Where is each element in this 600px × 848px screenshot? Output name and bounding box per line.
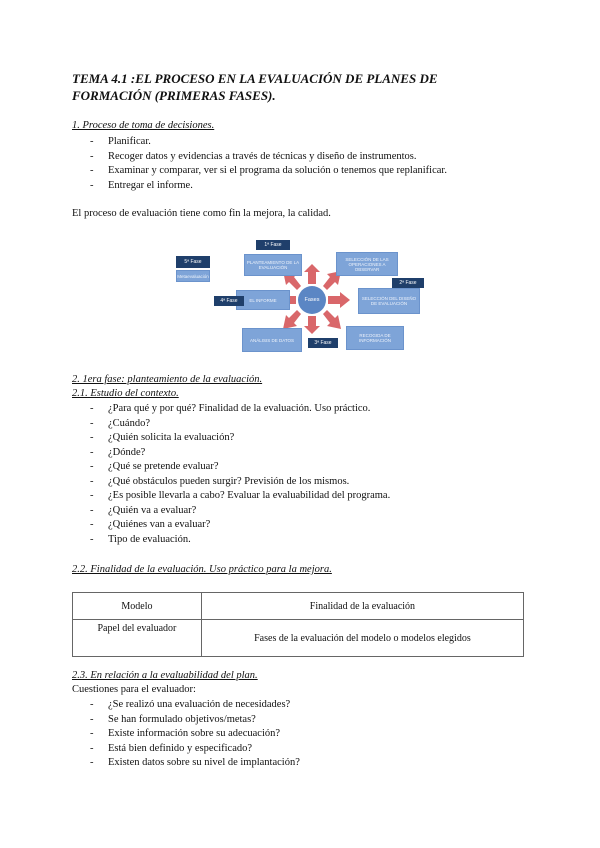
list-item: - ¿Qué obstáculos pueden surgir? Previsión de los mismos. (72, 475, 390, 490)
list-item: - ¿Dónde? (72, 446, 390, 461)
intro-paragraph: El proceso de evaluación tiene como fin la mejora, la calidad. (72, 208, 331, 219)
table-header-row (73, 593, 524, 620)
arrow-right (328, 292, 350, 308)
list-item: - Tipo de evaluación. (72, 533, 390, 548)
list-item: - Se han formulado objetivos/metas? (72, 713, 300, 728)
table-header-cell: Finalidad de la evaluación (201, 593, 523, 620)
center-circle: Fases (298, 286, 326, 314)
box-seleccion-diseno: SELECCIÓN DEL DISEÑO DE EVALUACIÓN (358, 288, 420, 314)
list-item: - ¿Quiénes van a evaluar? (72, 518, 390, 533)
section-2-3-intro: Cuestiones para el evaluador: (72, 684, 196, 695)
section-2-heading: 2. 1era fase: planteamiento de la evaluación. (72, 374, 263, 385)
table-cell: Fases de la evaluación del modelo o modelos elegidos (201, 620, 523, 657)
list-item: - ¿Se realizó una evaluación de necesidades? (72, 698, 300, 713)
list-item: - ¿Para qué y por qué? Finalidad de la evaluación. Uso práctico. (72, 402, 390, 417)
list-item: - Existen datos sobre su nivel de implantación? (72, 756, 300, 771)
list-item: - ¿Quién solicita la evaluación? (72, 431, 390, 446)
section-2-3-list (72, 698, 300, 771)
arrow-down-left (283, 310, 301, 329)
arrow-up (304, 264, 320, 284)
section-2-2-heading: 2.2. Finalidad de la evaluación. Uso práctico para la mejora. (72, 564, 332, 575)
list-item: - Recoger datos y evidencias a través de técnicas y diseño de instrumentos. (72, 150, 447, 165)
list-item: - ¿Quién va a evaluar? (72, 504, 390, 519)
table-row (73, 620, 524, 657)
model-table (72, 592, 524, 657)
phase-1-label: 1ª Fase (256, 240, 290, 250)
section-2-1-heading: 2.1. Estudio del contexto. (72, 388, 179, 399)
list-item: - Existe información sobre su adecuación? (72, 727, 300, 742)
box-analisis-datos: ANÁLISIS DE DATOS (242, 328, 302, 352)
phase-5-label: 5ª Fase (176, 256, 210, 268)
box-seleccion-operaciones: SELECCIÓN DE LAS OPERACIONES A OBSERVAR (336, 252, 398, 276)
section-2-3-heading: 2.3. En relación a la evaluabilidad del plan. (72, 670, 258, 681)
box-informe: EL INFORME (236, 290, 290, 310)
list-item: - ¿Es posible llevarla a cabo? Evaluar la evaluabilidad del programa. (72, 489, 390, 504)
list-item: - Examinar y comparar, ver si el programa da solución o tenemos que replanificar. (72, 164, 447, 179)
phases-diagram (172, 238, 424, 354)
list-item: - Planificar. (72, 135, 447, 150)
box-recogida-informacion: RECOGIDA DE INFORMACIÓN (346, 326, 404, 350)
table-header-cell: Modelo (73, 593, 202, 620)
phase-5-subtitle: Metaevaluación (176, 270, 210, 282)
list-item: - Entregar el informe. (72, 179, 447, 194)
list-item: - ¿Qué se pretende evaluar? (72, 460, 390, 475)
section-1-list (72, 135, 447, 193)
phase-4-label: 4ª Fase (214, 296, 244, 306)
page-title: TEMA 4.1 :EL PROCESO EN LA EVALUACIÓN DE PLANES DE FORMACIÓN (PRIMERAS FASES). (72, 71, 438, 103)
list-item: - Está bien definido y especificado? (72, 742, 300, 757)
list-item: - ¿Cuándo? (72, 417, 390, 432)
phase-2-label: 2ª Fase (392, 278, 424, 288)
arrow-down (304, 316, 320, 334)
phase-3-label: 3ª Fase (308, 338, 338, 348)
arrow-down-right (323, 310, 341, 329)
box-planteamiento: PLANTEAMIENTO DE LA EVALUACIÓN (244, 254, 302, 276)
section-1-heading: 1. Proceso de toma de decisiones. (72, 120, 215, 131)
table-cell: Papel del evaluador (73, 620, 202, 657)
section-2-1-list (72, 402, 390, 547)
